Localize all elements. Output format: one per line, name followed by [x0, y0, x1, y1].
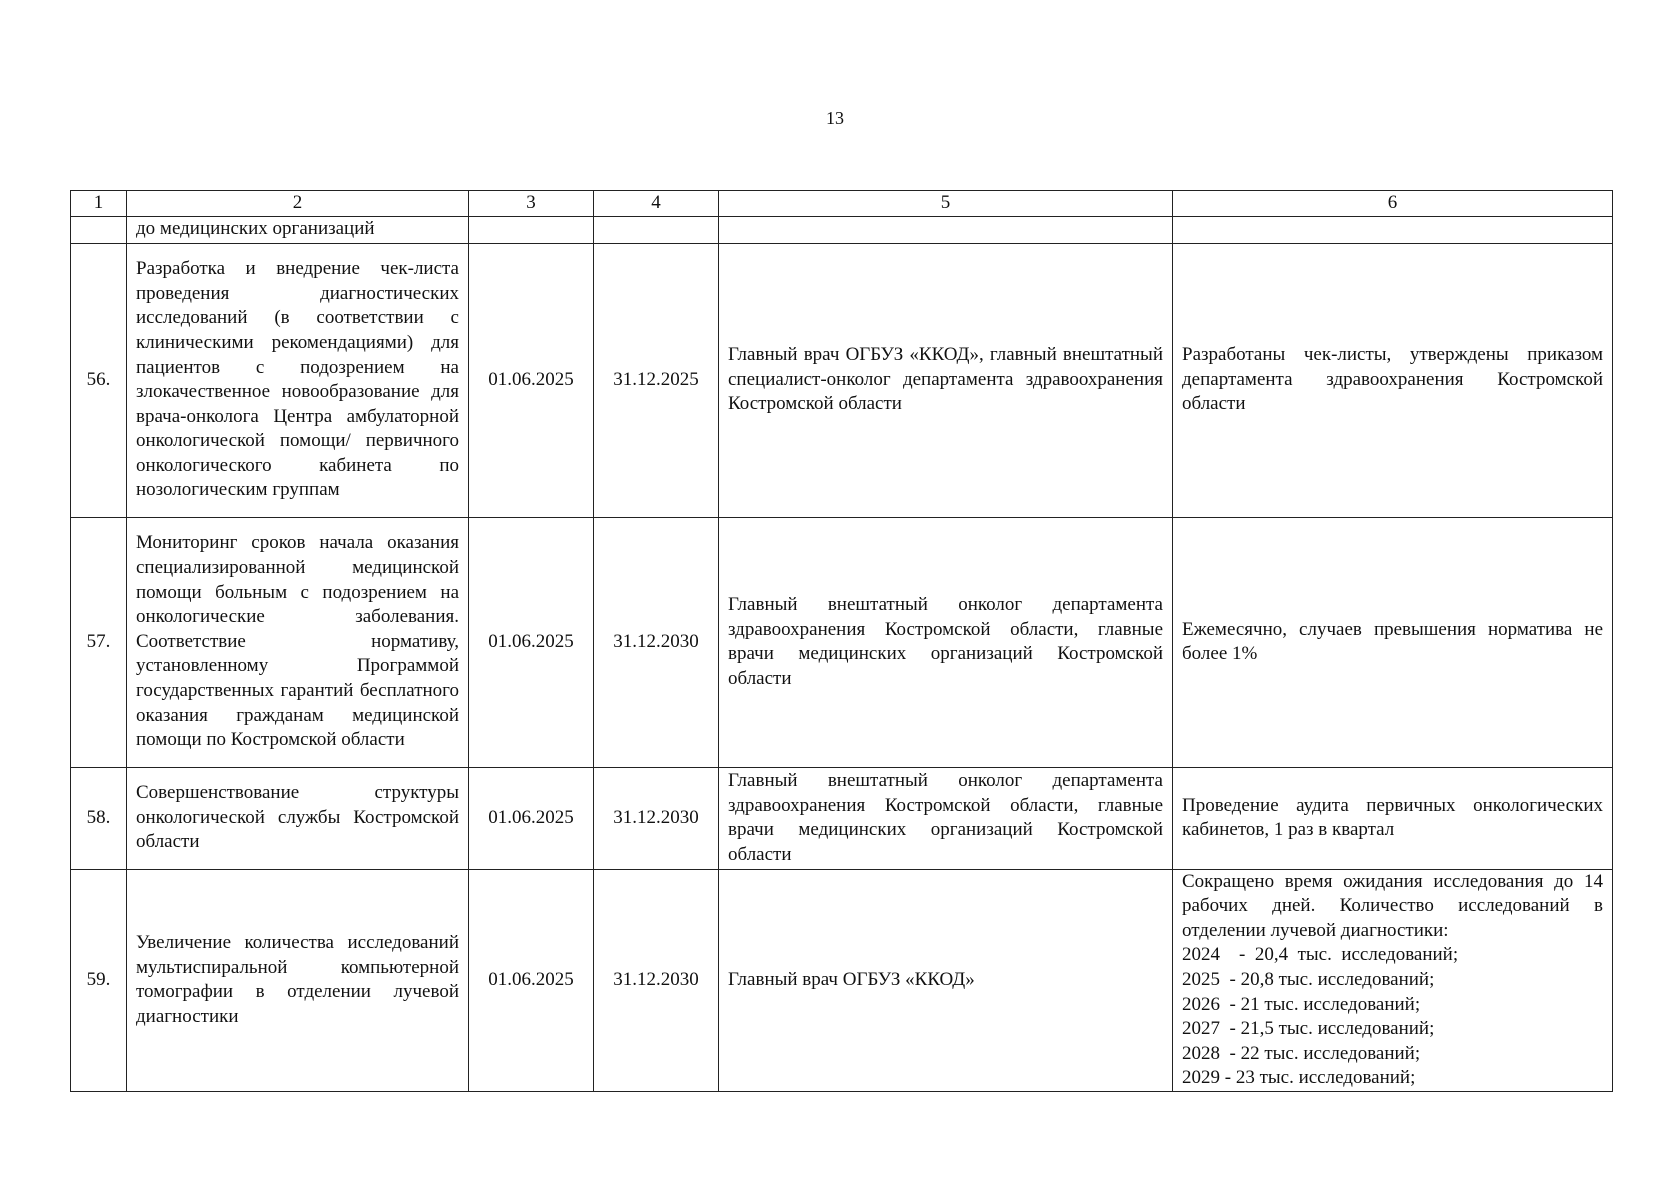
row-action: Увеличение количества исследований мультиспиральной компьютерной томографии в отделении лучевой диагностики [127, 869, 469, 1091]
row-start-date: 01.06.2025 [469, 767, 594, 869]
result-yearly-list [1182, 943, 1603, 1091]
row-number: 56. [71, 243, 127, 517]
continuation-empty-cell [469, 216, 594, 243]
row-end-date: 31.12.2030 [594, 517, 719, 767]
row-end-date: 31.12.2030 [594, 869, 719, 1091]
row-end-date: 31.12.2030 [594, 767, 719, 869]
result-year-line: 2027 - 21,5 тыс. исследований; [1182, 1018, 1435, 1040]
column-header-6: 6 [1173, 191, 1613, 217]
continuation-row [71, 216, 1613, 243]
row-responsible: Главный врач ОГБУЗ «ККОД», главный внештатный специалист-онколог департамента здравоохранения Костромской области [719, 243, 1173, 517]
row-start-date: 01.06.2025 [469, 243, 594, 517]
row-result: Ежемесячно, случаев превышения норматива не более 1% [1173, 517, 1613, 767]
row-start-date: 01.06.2025 [469, 869, 594, 1091]
column-header-2: 2 [127, 191, 469, 217]
column-header-3: 3 [469, 191, 594, 217]
row-action: Разработка и внедрение чек-листа проведения диагностических исследований (в соответствии с клиническими рекомендациями) для пациентов с подозрением на злокачественное новообразование для врача-онколога Центра амбулаторной онкологической помощи/ первичного онкологического кабинета по нозологическим группам [127, 243, 469, 517]
result-year-line: 2024 - 20,4 тыс. исследований; [1182, 944, 1459, 966]
row-responsible: Главный врач ОГБУЗ «ККОД» [719, 869, 1173, 1091]
row-action: Совершенствование структуры онкологической службы Костромской области [127, 767, 469, 869]
row-end-date: 31.12.2025 [594, 243, 719, 517]
row-number: 58. [71, 767, 127, 869]
column-header-1: 1 [71, 191, 127, 217]
table-row [71, 767, 1613, 869]
column-header-4: 4 [594, 191, 719, 217]
row-action: Мониторинг сроков начала оказания специализированной медицинской помощи больным с подозрением на онкологические заболевания. Соответствие нормативу, установленному Программой государственных гарантий бесплатного оказания гражданам медицинской помощи по Костромской области [127, 517, 469, 767]
row-responsible: Главный внештатный онколог департамента здравоохранения Костромской области, главные врачи медицинских организаций Костромской области [719, 517, 1173, 767]
table-row [71, 869, 1613, 1091]
row-result: Проведение аудита первичных онкологических кабинетов, 1 раз в квартал [1173, 767, 1613, 869]
result-intro: Сокращено время ожидания исследования до 14 рабочих дней. Количество исследований в отделении лучевой диагностики: [1182, 870, 1603, 941]
result-year-line: 2029 - 23 тыс. исследований; [1182, 1067, 1416, 1089]
continuation-empty-cell [594, 216, 719, 243]
table-row [71, 517, 1613, 767]
row-result: Разработаны чек-листы, утверждены приказом департамента здравоохранения Костромской области [1173, 243, 1613, 517]
result-year-line: 2025 - 20,8 тыс. исследований; [1182, 968, 1435, 990]
result-year-line: 2028 - 22 тыс. исследований; [1182, 1042, 1421, 1064]
row-result [1173, 869, 1613, 1091]
row-number: 57. [71, 517, 127, 767]
plan-table [70, 190, 1613, 1092]
continuation-empty-cell [1173, 216, 1613, 243]
page-number: 13 [826, 108, 844, 128]
row-responsible: Главный внештатный онколог департамента здравоохранения Костромской области, главные врачи медицинских организаций Костромской области [719, 767, 1173, 869]
continuation-empty-cell [719, 216, 1173, 243]
table-row [71, 243, 1613, 517]
row-number: 59. [71, 869, 127, 1091]
continuation-num-cell [71, 216, 127, 243]
column-header-5: 5 [719, 191, 1173, 217]
result-year-line: 2026 - 21 тыс. исследований; [1182, 993, 1421, 1015]
row-start-date: 01.06.2025 [469, 517, 594, 767]
header-row [71, 191, 1613, 217]
continuation-text: до медицинских организаций [127, 216, 469, 243]
